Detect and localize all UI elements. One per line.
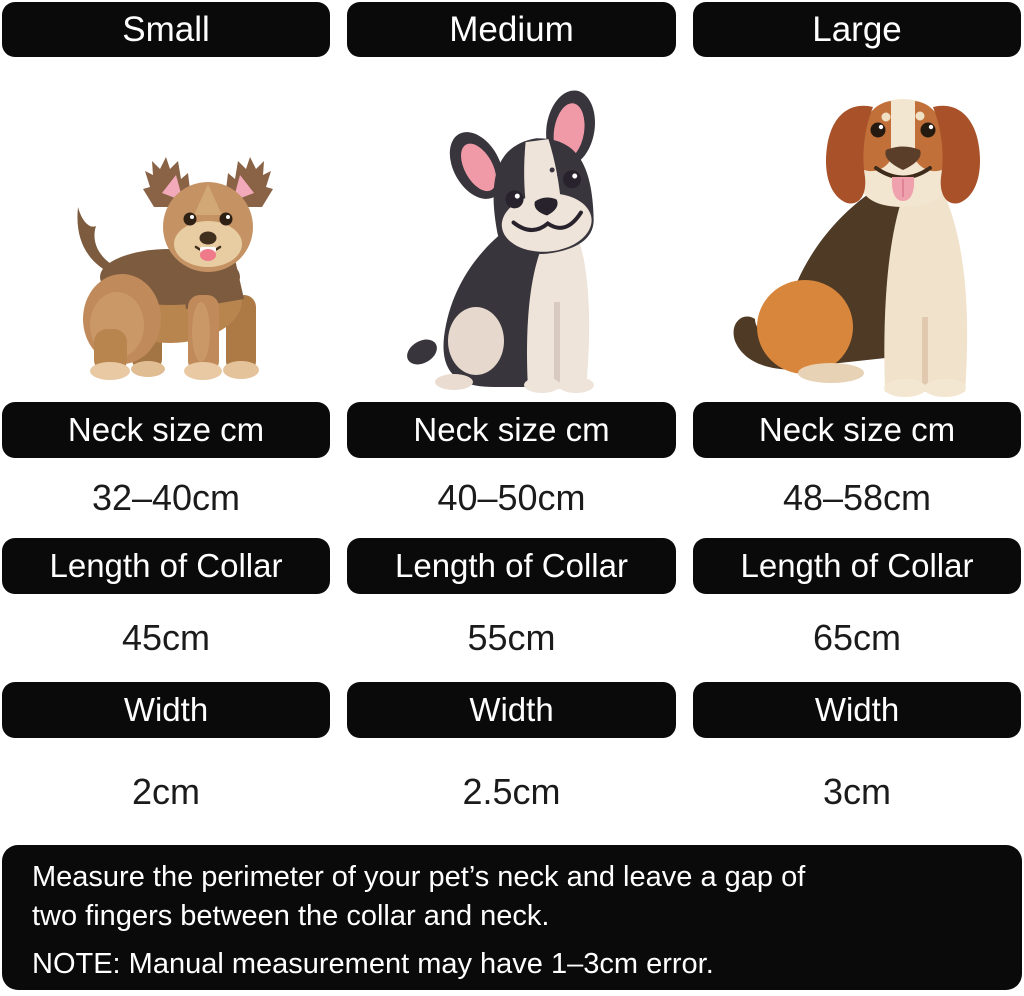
collar-length-value-large: 65cm: [812, 617, 902, 658]
measure-line-2: two fingers between the collar and neck.: [32, 900, 550, 932]
measurement-note-box: [2, 845, 1022, 990]
neck-size-value-medium: 40–50cm: [437, 477, 586, 518]
size-label-small: Small: [122, 9, 210, 49]
neck-size-value-small: 32–40cm: [91, 477, 241, 518]
size-pill-small: [2, 2, 330, 57]
neck-size-value-large: 48–58cm: [782, 477, 932, 518]
collar-length-value-small: 45cm: [121, 617, 211, 658]
width-header-large: [693, 682, 1021, 738]
large-dog-illustration: [693, 57, 1021, 402]
size-label-large: Large: [812, 9, 902, 49]
neck-size-header-large: [693, 402, 1021, 458]
width-header-label: Width: [123, 691, 209, 728]
width-value-small: 2cm: [131, 770, 200, 812]
small-dog-illustration: [2, 57, 330, 402]
measurement-error-note: NOTE: Manual measurement may have 1–3cm error.: [32, 948, 714, 980]
collar-length-header-label: Length of Collar: [49, 547, 283, 584]
collar-length-header-label: Length of Collar: [740, 547, 974, 584]
beagle-icon: [693, 57, 1021, 402]
width-header-medium: [347, 682, 676, 738]
collar-length-header-label: Length of Collar: [395, 547, 628, 584]
collar-length-header-medium: [347, 538, 676, 594]
width-header-label: Width: [469, 691, 554, 728]
size-pill-medium: [347, 2, 676, 57]
measure-line-1: Measure the perimeter of your pet’s neck and leave a gap of: [32, 861, 806, 893]
french-bulldog-icon: [348, 57, 676, 402]
neck-size-header-label: Neck size cm: [413, 411, 610, 448]
neck-size-header-small: [2, 402, 330, 458]
collar-length-header-large: [693, 538, 1021, 594]
yorkshire-terrier-icon: [2, 57, 330, 402]
collar-length-header-small: [2, 538, 330, 594]
width-header-small: [2, 682, 330, 738]
neck-size-header-label: Neck size cm: [758, 411, 956, 448]
size-pill-large: [693, 2, 1021, 57]
width-value-large: 3cm: [822, 770, 891, 812]
neck-size-header-medium: [347, 402, 676, 458]
neck-size-header-label: Neck size cm: [67, 411, 265, 448]
width-value-medium: 2.5cm: [462, 770, 561, 812]
medium-dog-illustration: [347, 57, 676, 402]
size-chart-grid: [2, 2, 1021, 845]
collar-length-value-medium: 55cm: [467, 617, 556, 658]
measurement-instructions: [32, 858, 992, 936]
width-header-label: Width: [814, 691, 900, 728]
size-label-medium: Medium: [449, 9, 574, 49]
